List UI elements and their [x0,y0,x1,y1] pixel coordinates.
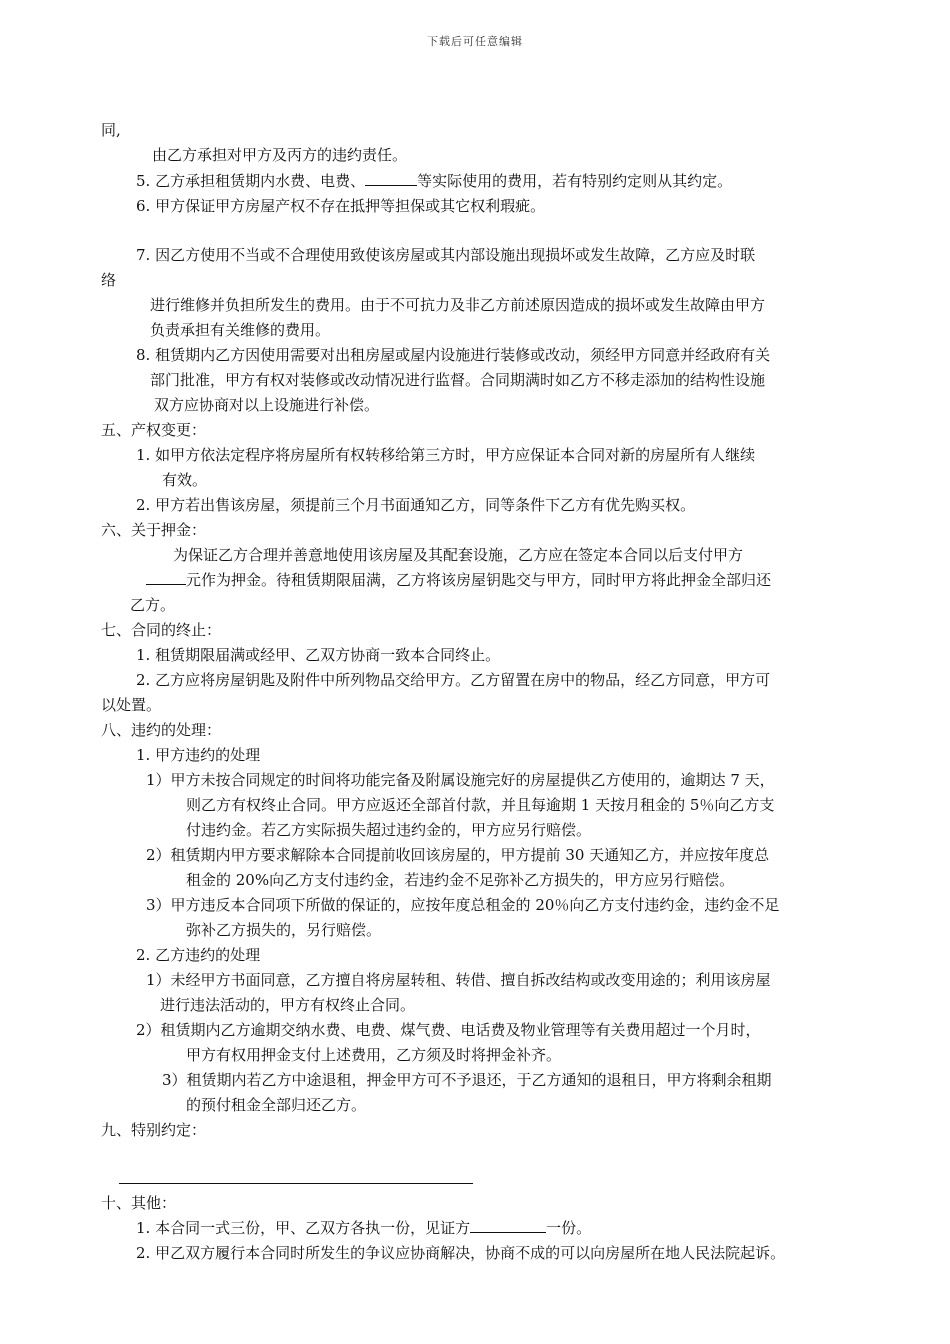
paragraph-line: 进行维修并负担所发生的费用。由于不可抗力及非乙方前述原因造成的损坏或发生故障由甲方 [150,296,766,314]
paragraph-line: 部门批准，甲方有权对装修或改动情况进行监督。合同期满时如乙方不移走添加的结构性设施 [150,371,766,389]
paragraph-line: 由乙方承担对甲方及丙方的违约责任。 [152,146,408,164]
copies-text-end: 一份。 [546,1219,592,1237]
fill-blank [146,569,186,585]
paragraph-line: 2. 甲方若出售该房屋，须提前三个月书面通知乙方，同等条件下乙方有优先购买权。 [136,496,696,514]
section-heading: 六、关于押金： [101,521,207,539]
paragraph-line: 则乙方有权终止合同。甲方应返还全部首付款，并且每逾期 1 天按月租金的 5％向乙方支 [186,796,775,814]
paragraph-line: 2）租赁期内甲方要求解除本合同提前收回该房屋的，甲方提前 30 天通知乙方，并应按年度总 [146,846,770,864]
subsection-heading: 1. 甲方违约的处理 [136,746,261,764]
paragraph-line: 弥补乙方损失的，另行赔偿。 [186,921,382,939]
fill-blank [470,1217,546,1233]
paragraph-line: 的预付租金全部归还乙方。 [186,1096,367,1114]
clause-5-text-end: 等实际使用的费用，若有特别约定则从其约定。 [417,172,733,190]
paragraph-line: 络 [101,271,117,289]
paragraph-line: 1）甲方未按合同规定的时间将功能完备及附属设施完好的房屋提供乙方使用的，逾期达 7 天， [146,771,775,789]
paragraph-line: 进行违法活动的，甲方有权终止合同。 [160,996,416,1014]
paragraph-line: 3）租赁期内若乙方中途退租，押金甲方可不予退还，于乙方通知的退租日，甲方将剩余租期 [162,1071,772,1089]
clause-6: 6. 甲方保证甲方房屋产权不存在抵押等担保或其它权利瑕疵。 [136,197,546,215]
paragraph-line: 双方应协商对以上设施进行补偿。 [154,396,380,414]
section-heading: 八、违约的处理： [101,721,222,739]
paragraph-line: 同, [101,121,121,139]
paragraph-line: 乙方。 [130,596,176,614]
paragraph-line: 2. 乙方应将房屋钥匙及附件中所列物品交给甲方。乙方留置在房中的物品，经乙方同意，甲方可 [136,671,771,689]
section-heading: 七、合同的终止： [101,621,222,639]
fill-blank [365,170,417,186]
subsection-heading: 2. 乙方违约的处理 [136,946,261,964]
copies-text: 1. 本合同一式三份，甲、乙双方各执一份，见证方 [136,1219,471,1237]
paragraph-line: 1）未经甲方书面同意，乙方擅自将房屋转租、转借、擅自拆改结构或改变用途的；利用该房屋 [146,971,771,989]
special-terms-blank-line [119,1183,473,1184]
section-heading: 五、产权变更： [101,421,207,439]
paragraph-line: 3）甲方违反本合同项下所做的保证的，应按年度总租金的 20％向乙方支付违约金，违约金不足 [146,896,780,914]
page-header: 下载后可任意编辑 [427,35,523,48]
copies-line [136,1216,591,1240]
paragraph-line: 2）租赁期内乙方逾期交纳水费、电费、煤气费、电话费及物业管理等有关费用超过一个月时， [136,1021,761,1039]
clause-8: 8. 租赁期内乙方因使用需要对出租房屋或屋内设施进行装修或改动，须经甲方同意并经政府有关 [136,346,771,364]
paragraph-line: 2. 甲乙双方履行本合同时所发生的争议应协商解决，协商不成的可以向房屋所在地人民法院起诉。 [136,1244,786,1262]
paragraph-line: 为保证乙方合理并善意地使用该房屋及其配套设施，乙方应在签定本合同以后支付甲方 [173,546,744,564]
clause-5 [136,169,732,193]
paragraph-line: 租金的 20%向乙方支付违约金，若违约金不足弥补乙方损失的，甲方应另行赔偿。 [186,871,735,889]
paragraph-line: 有效。 [162,471,208,489]
deposit-line [146,568,771,592]
paragraph-line: 甲方有权用押金支付上述费用，乙方须及时将押金补齐。 [186,1046,562,1064]
paragraph-line: 负责承担有关维修的费用。 [150,321,331,339]
clause-7: 7. 因乙方使用不当或不合理使用致使该房屋或其内部设施出现损坏或发生故障，乙方应及时联 [136,246,756,264]
section-heading: 九、特别约定： [101,1121,207,1139]
deposit-text: 元作为押金。待租赁期限届满，乙方将该房屋钥匙交与甲方，同时甲方将此押金全部归还 [186,571,772,589]
paragraph-line: 1. 租赁期限届满或经甲、乙双方协商一致本合同终止。 [136,646,501,664]
paragraph-line: 以处置。 [101,696,162,714]
paragraph-line: 付违约金。若乙方实际损失超过违约金的，甲方应另行赔偿。 [186,821,592,839]
clause-5-text: 5. 乙方承担租赁期内水费、电费、 [136,172,366,190]
section-heading: 十、其他： [101,1194,177,1212]
paragraph-line: 1. 如甲方依法定程序将房屋所有权转移给第三方时，甲方应保证本合同对新的房屋所有人继续 [136,446,756,464]
